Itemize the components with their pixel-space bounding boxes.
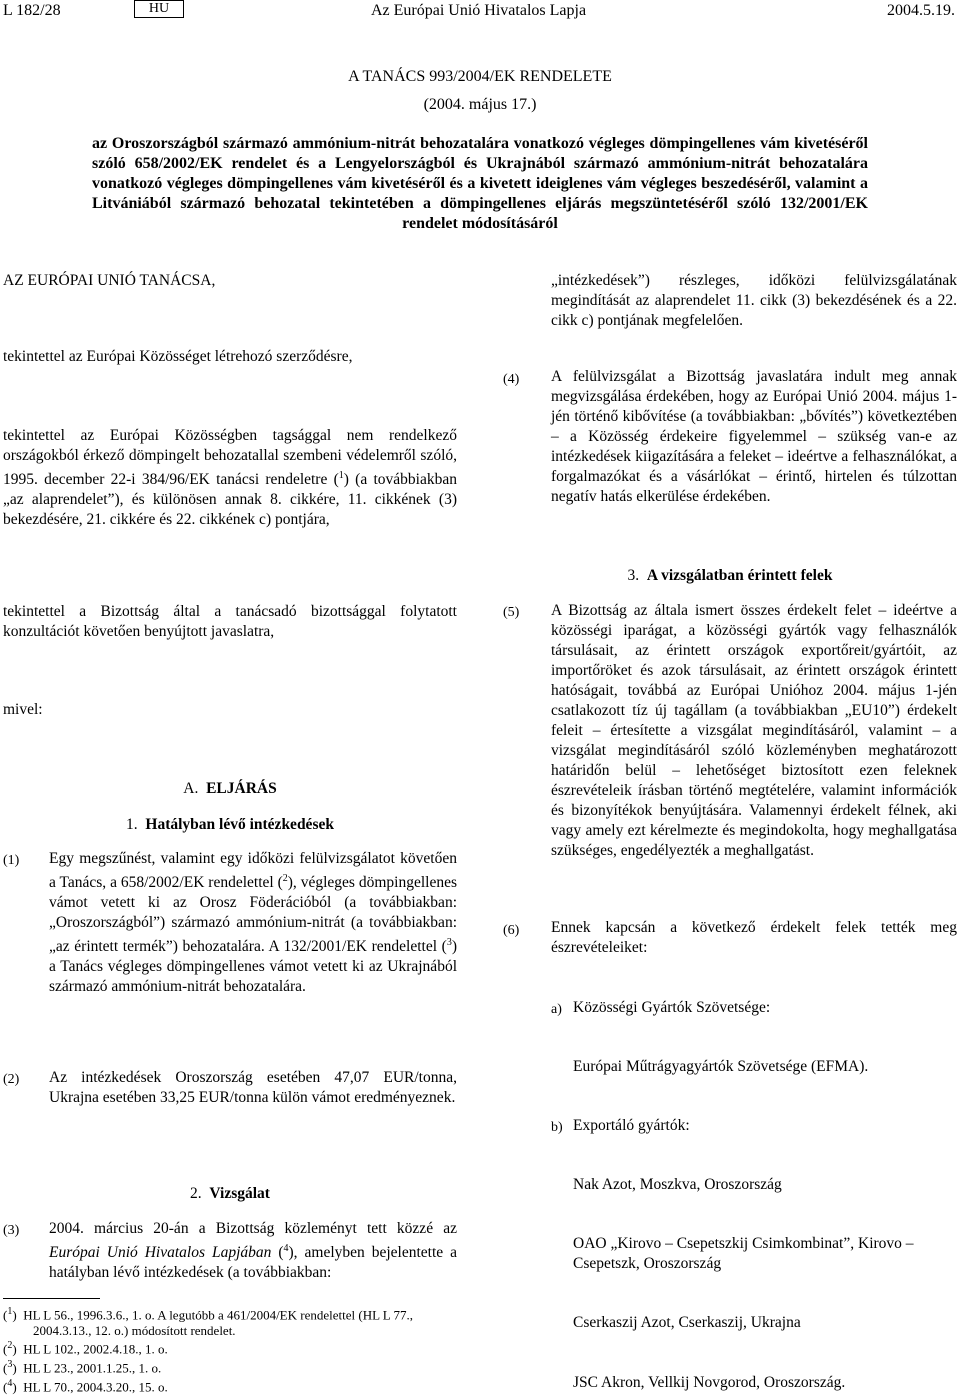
subsection-3-heading: 3. A vizsgálatban érintett felek (627, 567, 833, 584)
paragraph-number-2: (2) (3, 1072, 20, 1087)
paragraph-5: A Bizottság az általa ismert összes érdekelt felet – ideértve a közösségi iparágat, a közösségi gyártók vagy felhasználók társulásait, az érintett országok exportőreit/gyártóit, az importőröket és azok társulásait, az érintett országok érintett hatóságait, továbbá az Európai Unióhoz 2004. május 1-jén csatlakozott tíz új tagállam (a továbbiakban „EU10”) érdekelt feleit – értesítette a vizsgálat megindításáról, valamint – a vizsgálat megindításáról szóló közleményben meghatározott határidőn belül – lehetőséget biztosított ezen feleknek észrevételeik írásban történő megtételére, valamint információk és bizonyítékok benyújtására. Valamennyi érdekelt félnek, aki vagy amely ezt kérelmezte és megindokolta, hogy meghallgatása szükséges, engedélyezték a meghallgatást. (551, 602, 957, 859)
paragraph-number-4: (4) (503, 372, 520, 387)
journal-name: Az Európai Unió Hivatalos Lapja (371, 2, 587, 19)
regulation-date: (2004. május 17.) (423, 96, 537, 113)
producer-3: Cserkaszij Azot, Cserkaszij, Ukrajna (573, 1314, 801, 1331)
footnote-4: ($^4$) HL L 70., 2004.3.20., 15. o. (3, 1377, 168, 1395)
paragraph-number-6: (6) (503, 923, 520, 938)
paragraph-2: Az intézkedések Oroszország esetében 47,07 EUR/tonna, Ukrajna esetében 33,25 EUR/tonna külön vámot eredményeznek. (49, 1069, 457, 1106)
footnote-2: ($^2$) HL L 102., 2002.4.18., 1. o. (3, 1340, 168, 1357)
paragraph-number-1: (1) (3, 853, 20, 868)
page-number: L 182/28 (3, 2, 61, 19)
recital-treaty: tekintettel az Európai Közösséget létrehozó szerződésre, (3, 348, 353, 365)
recital-proposal: tekintettel a Bizottság által a tanácsadó bizottsággal folytatott konzultációt követően benyújtott javaslatra, (3, 603, 457, 640)
item-a-text: Közösségi Gyártók Szövetsége: (573, 999, 771, 1016)
regulation-subject: az Oroszországból származó ammónium-nitrát behozatalára vonatkozó végleges dömpingellenes vám kivetéséről szóló 658/2002/EK rendelet és a Lengyelországból és Ukrajnából származó ammónium-nitrát behozatalára vonatkozó végleges dömpingellenes vám kivetéséről és a kivetett ideiglenes vám végleges beszedéséről, valamint a Litvániából származó behozatal tekintetében a dömpingellenes eljárás megszüntetéséről szóló 132/2001/EK rendelet módosításáról (92, 135, 868, 232)
footnote-3: ($^3$) HL L 23., 2001.1.25., 1. o. (3, 1359, 162, 1376)
publication-date: 2004.5.19. (887, 2, 955, 19)
regulation-title: A TANÁCS 993/2004/EK RENDELETE (348, 68, 612, 85)
paragraph-number-3: (3) (3, 1223, 20, 1238)
item-b-text: Exportáló gyártók: (573, 1117, 690, 1134)
subsection-1-heading: 1. Hatályban lévő intézkedések (126, 816, 334, 833)
producer-4: JSC Akron, Vellkij Novgorod, Oroszország. (573, 1374, 846, 1391)
whereas-label: mivel: (3, 701, 43, 718)
item-b-label: b) (551, 1120, 563, 1135)
item-a-label: a) (551, 1002, 562, 1017)
party-efma: Európai Műtrágyagyártók Szövetsége (EFMA). (573, 1058, 869, 1075)
footnote-1: ($^1$) HL L 56., 1996.3.6., 1. o. A legutóbb a 461/2004/EK rendelettel (HL L 77., 2004.3.13., 12. o.) módosított rendelet. (3, 1306, 414, 1338)
footnote-rule (3, 1298, 100, 1299)
section-a-heading: A. ELJÁRÁS (183, 780, 277, 797)
paragraph-6: Ennek kapcsán a következő érdekelt felek tették meg észrevételeiket: (551, 919, 957, 956)
paragraph-3-continued: „intézkedések”) részleges, időközi felülvizsgálatának megindítását az alaprendelet 11. cikk (3) bekezdésének és a 22. cikk c) pontjának megfelelően. (551, 272, 957, 329)
subsection-2-heading: 2. Vizsgálat (190, 1185, 270, 1202)
language-badge: HU (134, 0, 184, 18)
footnotes (3, 1304, 457, 1395)
recital-basic-regulation: tekintettel az Európai Közösségben tagsággal nem rendelkező országokból érkező dömpingelt behozatallal szembeni védelemről szóló, 1995. december 22-i 384/96/EK tanácsi rendeletre ($^1$) (a továbbiakban „az alaprendelet”), és különösen annak 8. cikkére, 11. cikkének (3) bekezdésére, 21. cikkére és 22. cikkének c) pontjára, (3, 427, 457, 529)
producer-2: OAO „Kirovo – Csepetszkij Csimkombinat”, Kirovo – Csepetszk, Oroszország (573, 1235, 914, 1272)
paragraph-3: 2004. március 20-án a Bizottság közleményt tett közzé az Európai Unió Hivatalos Lapjában ($^4$), amelyben bejelentette a hatályban lévő intézkedések (a továbbiakban: (49, 1220, 457, 1282)
paragraph-1: Egy megszűnést, valamint egy időközi felülvizsgálatot követően a Tanács, a 658/2002/EK rendelettel ($^2$), végleges dömpingellenes vámot vetett ki az Orosz Föderációból (a továbbiakban: „Oroszországból”) származó ammónium-nitrát (a továbbiakban: „az érintett termék”) behozatalára. A 132/2001/EK rendelettel ($^3$) a Tanács végleges dömpingellenes vámot vetett ki az Ukrajnából származó ammónium-nitrát behozatalára. (49, 850, 457, 996)
paragraph-4: A felülvizsgálat a Bizottság javaslatára indult meg annak megvizsgálása érdekében, hogy az Európai Unió 2004. május 1-jén történő kibővítése (a továbbiakban: „bővítés”) következtében – a Közösség érdekeire figyelemmel – szükség van-e az intézkedések kiigazítására a feleket – ideértve a felhasználókat, a forgalmazókat és a vásárlókat – érintő, hirtelen és túlzottan negatív hatás elkerülése érdekében. (551, 368, 957, 505)
paragraph-number-5: (5) (503, 605, 520, 620)
council-heading: AZ EURÓPAI UNIÓ TANÁCSA, (3, 272, 216, 289)
producer-1: Nak Azot, Moszkva, Oroszország (573, 1176, 782, 1193)
